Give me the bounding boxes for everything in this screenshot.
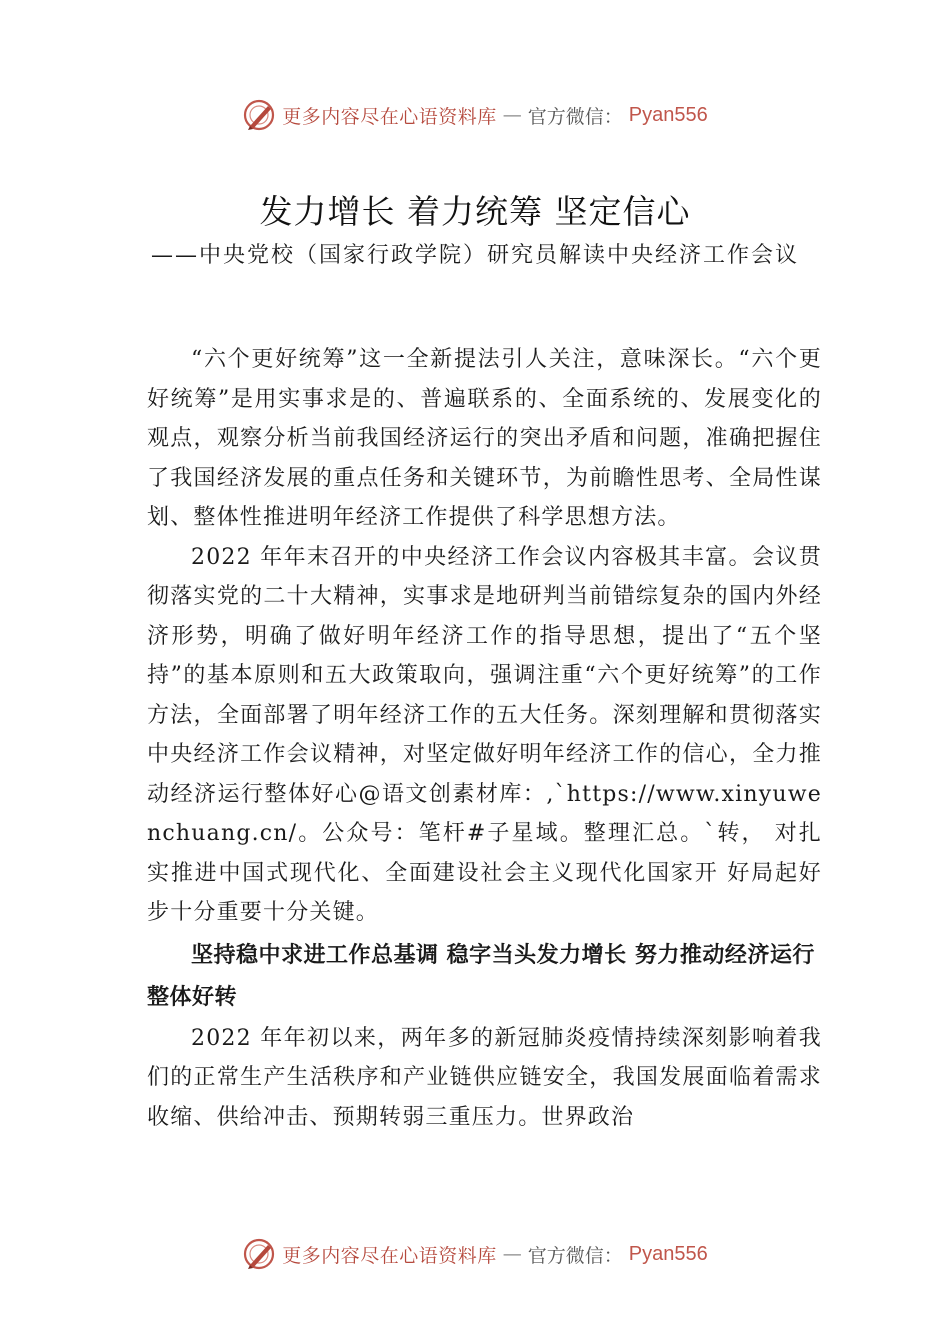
- watermark-dash: —: [502, 1243, 522, 1265]
- watermark-dash: —: [502, 104, 522, 126]
- document-subtitle: ——中央党校（国家行政学院）研究员解读中央经济工作会议: [150, 243, 799, 268]
- watermark-wechat-label: 官方微信：: [527, 105, 623, 128]
- body-paragraph-1: “六个更好统筹”这一全新提法引人关注，意味深长。“六个更好统筹”是用实事求是的、普遍联系的、全面系统的、发展变化的观点，观察分析当前我国经济运行的突出矛盾和问题，准确把握住了我国经济发展的重点任务和关键环节，为前瞻性思考、全局性谋划、整体性推进明年经济工作提供了科学思想方法。: [147, 347, 822, 530]
- document-title: 发力增长 着力统筹 坚定信心: [259, 192, 691, 231]
- watermark-wechat-id: Pyan556: [628, 103, 708, 126]
- watermark-wechat-id: Pyan556: [628, 1242, 708, 1265]
- watermark-banner-bottom: [0, 1234, 950, 1274]
- pen-logo-icon: [242, 1237, 276, 1271]
- pen-logo-icon: [242, 98, 276, 132]
- watermark-banner-top: [0, 95, 950, 135]
- watermark-brand: 更多内容尽在心语资料库: [282, 105, 497, 128]
- section-heading: 坚持稳中求进工作总基调 稳字当头发力增长 努力推动经济运行整体好转: [147, 942, 815, 1010]
- watermark-wechat-label: 官方微信：: [527, 1244, 623, 1267]
- watermark-brand: 更多内容尽在心语资料库: [282, 1244, 497, 1267]
- body-paragraph-3: 2022 年年初以来，两年多的新冠肺炎疫情持续深刻影响着我们的正常生产生活秩序和产业链供应链安全，我国发展面临着需求收缩、供给冲击、预期转弱三重压力。世界政治: [147, 1025, 822, 1130]
- document-body: [147, 340, 822, 1137]
- body-paragraph-2: 2022 年年末召开的中央经济工作会议内容极其丰富。会议贯彻落实党的二十大精神，实事求是地研判当前错综复杂的国内外经济形势，明确了做好明年经济工作的指导思想，提出了“五个坚持”的基本原则和五大政策取向，强调注重“六个更好统筹”的工作方法，全面部署了明年经济工作的五大任务。深刻理解和贯彻落实中央经济工作会议精神，对坚定做好明年经济工作的信心，全力推动经济运行整体好心@语文创素材库：,`https://www.xinyuwenchuang.cn/。公众号：笔杆#子星域。整理汇总。`转， 对扎实推进中国式现代化、全面建设社会主义现代化国家开 好局起好步十分重要十分关键。: [147, 544, 822, 925]
